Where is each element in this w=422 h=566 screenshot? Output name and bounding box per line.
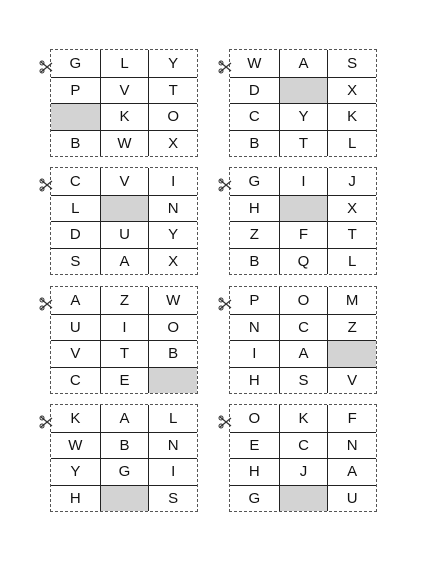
letter-cell: P <box>249 291 260 309</box>
bingo-grid <box>51 50 197 156</box>
letter-cell: C <box>279 314 328 341</box>
letter-cell: S <box>327 50 376 77</box>
letter-cell: W <box>51 432 100 459</box>
bingo-grid <box>51 405 197 511</box>
letter-cell: I <box>100 314 149 341</box>
letter-cell: K <box>70 409 81 427</box>
letter-cell: T <box>100 340 149 367</box>
letter-cell: C <box>230 103 279 130</box>
letter-cell: H <box>230 195 279 222</box>
letter-cell: I <box>279 168 328 195</box>
letter-cell: B <box>230 130 279 157</box>
letter-cell: F <box>327 405 376 432</box>
blank-cell <box>279 77 328 104</box>
letter-cell: T <box>327 221 376 248</box>
letter-cell: K <box>327 103 376 130</box>
blank-cell <box>279 485 328 512</box>
letter-cell: O <box>279 287 328 314</box>
letter-cell: K <box>279 405 328 432</box>
blank-cell <box>100 195 149 222</box>
letter-cell: C <box>279 432 328 459</box>
letter-cell: H <box>51 485 100 512</box>
letter-cell: V <box>100 77 149 104</box>
letter-cell: O <box>248 409 261 427</box>
letter-cell: L <box>148 405 197 432</box>
letter-cell: Y <box>51 458 100 485</box>
letter-cell: S <box>148 485 197 512</box>
bingo-card <box>229 167 377 275</box>
letter-cell: W <box>100 130 149 157</box>
letter-cell: U <box>327 485 376 512</box>
letter-cell: X <box>327 195 376 222</box>
bingo-grid <box>230 50 376 156</box>
bingo-grid <box>51 168 197 274</box>
letter-cell: A <box>100 248 149 275</box>
letter-cell: U <box>100 221 149 248</box>
bingo-card <box>50 404 198 512</box>
letter-cell: B <box>230 248 279 275</box>
scissors-icon <box>218 60 232 74</box>
letter-cell: D <box>51 221 100 248</box>
letter-cell: W <box>247 54 262 72</box>
scissors-icon <box>39 415 53 429</box>
letter-cell: B <box>51 130 100 157</box>
scissors-icon <box>218 297 232 311</box>
letter-cell: H <box>230 458 279 485</box>
letter-cell: Z <box>327 314 376 341</box>
letter-cell: O <box>148 103 197 130</box>
letter-cell: U <box>51 314 100 341</box>
letter-cell: C <box>51 367 100 394</box>
letter-cell: N <box>148 432 197 459</box>
blank-cell <box>327 340 376 367</box>
bingo-card <box>229 404 377 512</box>
bingo-grid <box>230 405 376 511</box>
scissors-icon <box>39 178 53 192</box>
letter-cell: W <box>148 287 197 314</box>
scissors-icon <box>218 415 232 429</box>
letter-cell: S <box>279 367 328 394</box>
letter-cell: S <box>51 248 100 275</box>
letter-cell: O <box>148 314 197 341</box>
blank-cell <box>51 103 100 130</box>
letter-cell: F <box>279 221 328 248</box>
bingo-grid <box>230 287 376 393</box>
letter-cell: Y <box>148 221 197 248</box>
letter-cell: A <box>279 340 328 367</box>
letter-cell: L <box>327 248 376 275</box>
bingo-card <box>50 286 198 394</box>
letter-cell: A <box>100 405 149 432</box>
letter-cell: P <box>51 77 100 104</box>
letter-cell: J <box>327 168 376 195</box>
letter-cell: D <box>230 77 279 104</box>
letter-cell: Y <box>279 103 328 130</box>
letter-cell: J <box>279 458 328 485</box>
bingo-grid <box>230 168 376 274</box>
scissors-icon <box>39 297 53 311</box>
letter-cell: N <box>148 195 197 222</box>
blank-cell <box>148 367 197 394</box>
letter-cell: E <box>230 432 279 459</box>
letter-cell: C <box>69 172 81 190</box>
bingo-card <box>229 286 377 394</box>
letter-cell: I <box>230 340 279 367</box>
letter-cell: G <box>69 54 82 72</box>
letter-cell: X <box>148 248 197 275</box>
letter-cell: V <box>100 168 149 195</box>
letter-cell: H <box>230 367 279 394</box>
scissors-icon <box>39 60 53 74</box>
letter-cell: Q <box>279 248 328 275</box>
letter-cell: V <box>327 367 376 394</box>
letter-cell: Y <box>148 50 197 77</box>
bingo-card <box>229 49 377 157</box>
letter-cell: A <box>70 291 81 309</box>
letter-cell: G <box>100 458 149 485</box>
letter-cell: E <box>100 367 149 394</box>
letter-cell: B <box>100 432 149 459</box>
letter-cell: T <box>279 130 328 157</box>
letter-cell: Z <box>230 221 279 248</box>
bingo-grid <box>51 287 197 393</box>
letter-cell: V <box>51 340 100 367</box>
letter-cell: L <box>327 130 376 157</box>
letter-cell: G <box>230 485 279 512</box>
letter-cell: A <box>279 50 328 77</box>
bingo-card <box>50 167 198 275</box>
letter-cell: I <box>148 458 197 485</box>
letter-cell: Z <box>100 287 149 314</box>
letter-cell: A <box>327 458 376 485</box>
blank-cell <box>279 195 328 222</box>
letter-cell: B <box>148 340 197 367</box>
bingo-card <box>50 49 198 157</box>
letter-cell: L <box>51 195 100 222</box>
letter-cell: M <box>327 287 376 314</box>
letter-cell: X <box>327 77 376 104</box>
letter-cell: N <box>327 432 376 459</box>
letter-cell: G <box>248 172 261 190</box>
letter-cell: N <box>230 314 279 341</box>
letter-cell: K <box>100 103 149 130</box>
scissors-icon <box>218 178 232 192</box>
letter-cell: T <box>148 77 197 104</box>
blank-cell <box>100 485 149 512</box>
letter-cell: I <box>148 168 197 195</box>
letter-cell: L <box>100 50 149 77</box>
letter-cell: X <box>148 130 197 157</box>
